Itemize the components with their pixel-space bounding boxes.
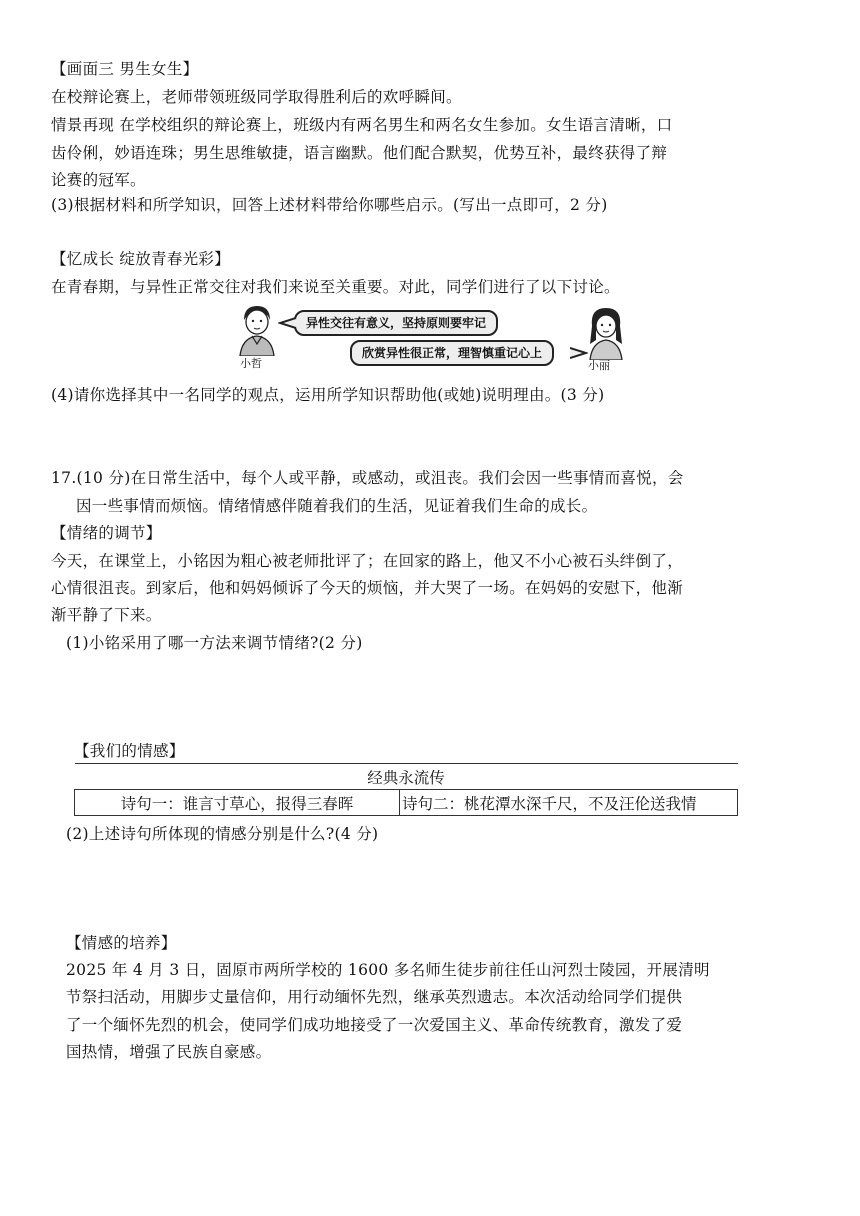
cultivation-heading: 【情感的培养】 — [66, 934, 177, 952]
cultivation-line-4: 国热情，增强了民族自豪感。 — [66, 1043, 272, 1061]
girl-icon — [582, 304, 630, 360]
scene3-heading: 【画面三 男生女生】 — [51, 60, 199, 78]
question-17-1: (1)小铭采用了哪一方法来调节情绪?(2 分) — [66, 634, 363, 652]
boy-speech-bubble: 异性交往有意义，坚持原则要牢记 — [294, 310, 498, 336]
poem-cell-1: 诗句一：谁言寸草心，报得三春晖 — [75, 790, 400, 816]
girl-name-label: 小丽 — [588, 359, 610, 372]
feelings-heading: 【我们的情感】 — [74, 742, 185, 760]
q17-intro-line-1: 17.(10 分)在日常生活中，每个人或平静，或感动，或沮丧。我们会因一些事情而喜悦，会 — [51, 469, 684, 487]
question-17-2: (2)上述诗句所体现的情感分别是什么?(4 分) — [66, 825, 379, 843]
scene3-line-1: 情景再现 在学校组织的辩论赛上，班级内有两名男生和两名女生参加。女生语言清晰，口 — [51, 116, 673, 134]
scene3-line-2: 齿伶俐，妙语连珠；男生思维敏捷，语言幽默。他们配合默契，优势互补，最终获得了辩 — [51, 144, 668, 162]
boy-bubble-tail — [278, 316, 296, 330]
scene3-intro: 在校辩论赛上，老师带领班级同学取得胜利后的欢呼瞬间。 — [51, 88, 462, 106]
regulation-heading: 【情绪的调节】 — [51, 524, 162, 542]
discussion-illustration — [228, 300, 638, 372]
regulation-line-1: 今天，在课堂上，小铭因为粗心被老师批评了；在回家的路上，他又不小心被石头绊倒了， — [51, 552, 684, 570]
boy-icon — [234, 302, 280, 356]
question-4: (4)请你选择其中一名同学的观点，运用所学知识帮助他(或她)说明理由。(3 分) — [51, 386, 605, 404]
cultivation-line-1: 2025 年 4 月 3 日，固原市两所学校的 1600 多名师生徒步前往任山河烈士陵园，开展清明 — [66, 961, 710, 979]
poem-table — [74, 763, 738, 816]
growth-heading: 【忆成长 绽放青春光彩】 — [51, 250, 231, 268]
regulation-line-2: 心情很沮丧。到家后，他和妈妈倾诉了今天的烦恼，并大哭了一场。在妈妈的安慰下，他渐 — [51, 579, 684, 597]
cultivation-line-3: 了一个缅怀先烈的机会，使同学们成功地接受了一次爱国主义、革命传统教育，激发了爱 — [66, 1016, 683, 1034]
question-3: (3)根据材料和所学知识，回答上述材料带给你哪些启示。(写出一点即可，2 分) — [51, 196, 608, 214]
scene3-line-3: 论赛的冠军。 — [51, 171, 146, 189]
boy-name-label: 小哲 — [240, 357, 262, 370]
girl-speech-bubble: 欣赏异性很正常，理智慎重记心上 — [350, 340, 554, 366]
growth-intro: 在青春期，与异性正常交往对我们来说至关重要。对此，同学们进行了以下讨论。 — [51, 278, 620, 296]
cultivation-line-2: 节祭扫活动，用脚步丈量信仰，用行动缅怀先烈，继承英烈遗志。本次活动给同学们提供 — [66, 988, 683, 1006]
poem-cell-2: 诗句二：桃花潭水深千尺，不及汪伦送我情 — [400, 790, 738, 816]
regulation-line-3: 渐平静了下来。 — [51, 606, 162, 624]
q17-intro-line-2: 因一些事情而烦恼。情绪情感伴随着我们的生活，见证着我们生命的成长。 — [76, 497, 598, 515]
poem-table-title: 经典永流传 — [75, 764, 738, 790]
